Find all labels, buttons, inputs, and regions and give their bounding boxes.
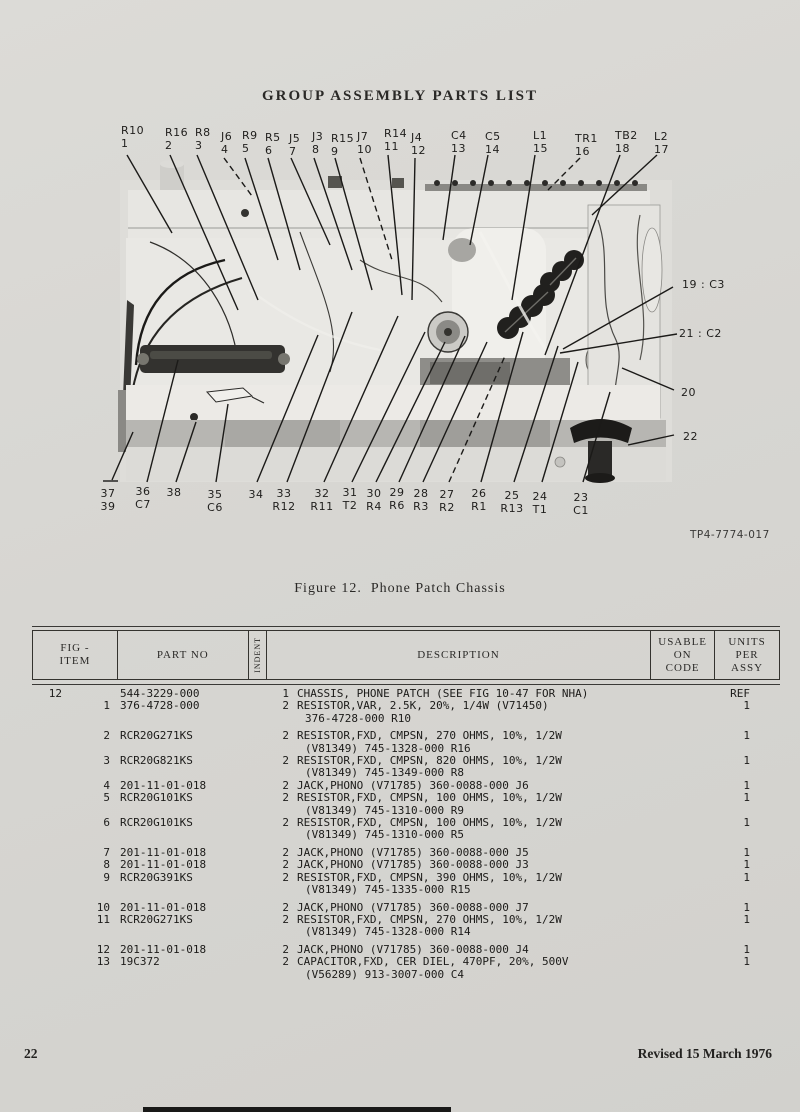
figure-caption: Figure 12. Phone Patch Chassis [294, 581, 506, 596]
callout-38: 38 [166, 486, 182, 499]
callout-j3: J3 8 [312, 130, 324, 156]
callout-j7: J7 10 [357, 130, 372, 156]
callout-24-t1: 24 T1 [532, 490, 548, 516]
callout-33-r12: 33 R12 [272, 487, 296, 513]
callout-19-c3: 19 : C3 [682, 278, 725, 291]
callout-r5: R5 6 [265, 131, 281, 157]
callout-22: 22 [683, 430, 698, 443]
revision-date: Revised 15 March 1976 [637, 1046, 772, 1061]
figure-phone-patch-chassis [0, 110, 800, 580]
col-header-units-per-assy: UNITS PER ASSY [728, 635, 766, 674]
callout-37-39: 37 39 [100, 487, 116, 513]
table-row: 7 201-11-01-018 2 JACK,PHONO (V71785) 360-0088-000 J5 1 [103, 845, 750, 859]
callout-j5: J5 7 [289, 132, 301, 158]
callout-23-c1: 23 C1 [573, 491, 589, 517]
scan-edge-artifact [143, 1107, 451, 1112]
callout-28-r3: 28 R3 [413, 487, 429, 513]
table-row: 8 201-11-01-018 2 JACK,PHONO (V71785) 360-0088-000 J3 1 [103, 858, 750, 872]
page-number: 22 [24, 1046, 38, 1061]
callout-20: 20 [681, 386, 696, 399]
col-header-part-no: PART NO [118, 631, 249, 679]
callout-r15: R15 9 [331, 132, 355, 158]
table-row: 4 201-11-01-018 2 JACK,PHONO (V71785) 360-0088-000 J6 1 [103, 778, 750, 792]
table-top-rule [32, 626, 780, 627]
callout-l1: L1 15 [533, 129, 548, 155]
callout-j6: J6 4 [221, 130, 233, 156]
callout-29-r6: 29 R6 [389, 486, 405, 512]
table-row: 5 RCR20G101KS 2 RESISTOR,FXD, CMPSN, 100 OHMS, 10%, 1/2W 1 (V81349) 745-1310-000 R9 [103, 791, 750, 817]
callout-35-c6: 35 C6 [207, 488, 223, 514]
parts-table-body [0, 688, 800, 981]
callout-31-t2: 31 T2 [342, 486, 358, 512]
table-row: 11 RCR20G271KS 2 RESISTOR,FXD, CMPSN, 270 OHMS, 10%, 1/2W 1 (V81349) 745-1328-000 R14 [96, 912, 750, 939]
table-row: 13 19C372 2 CAPACITOR,FXD, CER DIEL, 470PF, 20%, 500V 1 (V56289) 913-3007-000 C4 [96, 955, 750, 981]
callout-25-r13: 25 R13 [500, 489, 524, 515]
callout-r9: R9 5 [242, 129, 258, 155]
table-row: 12 201-11-01-018 2 JACK,PHONO (V71785) 360-0088-000 J4 1 [96, 942, 750, 956]
callout-r10: R10 1 [121, 124, 145, 150]
callout-36-c7: 36 C7 [135, 485, 151, 511]
table-row: 3 RCR20G821KS 2 RESISTOR,FXD, CMPSN, 820 OHMS, 10%, 1/2W 1 (V81349) 745-1349-000 R8 [103, 754, 750, 780]
callout-tr1: TR1 16 [575, 132, 598, 158]
callout-r8: R8 3 [195, 126, 211, 152]
callout-tb2: TB2 18 [615, 129, 638, 155]
table-row: 6 RCR20G101KS 2 RESISTOR,FXD, CMPSN, 100 OHMS, 10%, 1/2W 1 (V81349) 745-1310-000 R5 [103, 816, 750, 842]
col-header-fig-item: FIG - ITEM [33, 631, 118, 679]
callout-21-c2: 21 : C2 [679, 327, 722, 340]
photo-reference-number: TP4-7774-017 [690, 529, 770, 541]
col-header-usable-on-code: USABLE ON CODE [651, 631, 715, 679]
callout-26-r1: 26 R1 [471, 487, 487, 513]
table-row: 10 201-11-01-018 2 JACK,PHONO (V71785) 360-0088-000 J7 1 [96, 900, 750, 914]
callout-27-r2: 27 R2 [439, 488, 455, 514]
callout-j4: J4 12 [411, 131, 426, 157]
callout-34: 34 [248, 488, 264, 501]
table-row: 1 376-4728-000 2 RESISTOR,VAR, 2.5K, 20%, 1/4W (V71450) 1 376-4728-000 R10 [103, 699, 750, 725]
table-row: 9 RCR20G391KS 2 RESISTOR,FXD, CMPSN, 390 OHMS, 10%, 1/2W 1 (V81349) 745-1335-000 R15 [103, 870, 750, 897]
parts-table-header [32, 630, 780, 680]
callout-30-r4: 30 R4 [366, 487, 382, 513]
table-row: 2 RCR20G271KS 2 RESISTOR,FXD, CMPSN, 270 OHMS, 10%, 1/2W 1 (V81349) 745-1328-000 R16 [103, 729, 750, 755]
callout-c5: C5 14 [485, 130, 501, 156]
table-header-rule [32, 684, 780, 685]
callout-r14: R14 11 [384, 127, 408, 153]
callout-l2: L2 17 [654, 130, 669, 156]
callout-r16: R16 2 [165, 126, 189, 152]
col-header-indent: INDENT [249, 631, 267, 679]
col-header-description: DESCRIPTION [267, 631, 651, 679]
callout-32-r11: 32 R11 [310, 487, 334, 513]
callout-c4: C4 13 [451, 129, 467, 155]
page-title: GROUP ASSEMBLY PARTS LIST [261, 88, 539, 104]
table-row: 12 544-3229-000 1 CHASSIS, PHONE PATCH (SEE FIG 10-47 FOR NHA) REF [48, 687, 750, 700]
